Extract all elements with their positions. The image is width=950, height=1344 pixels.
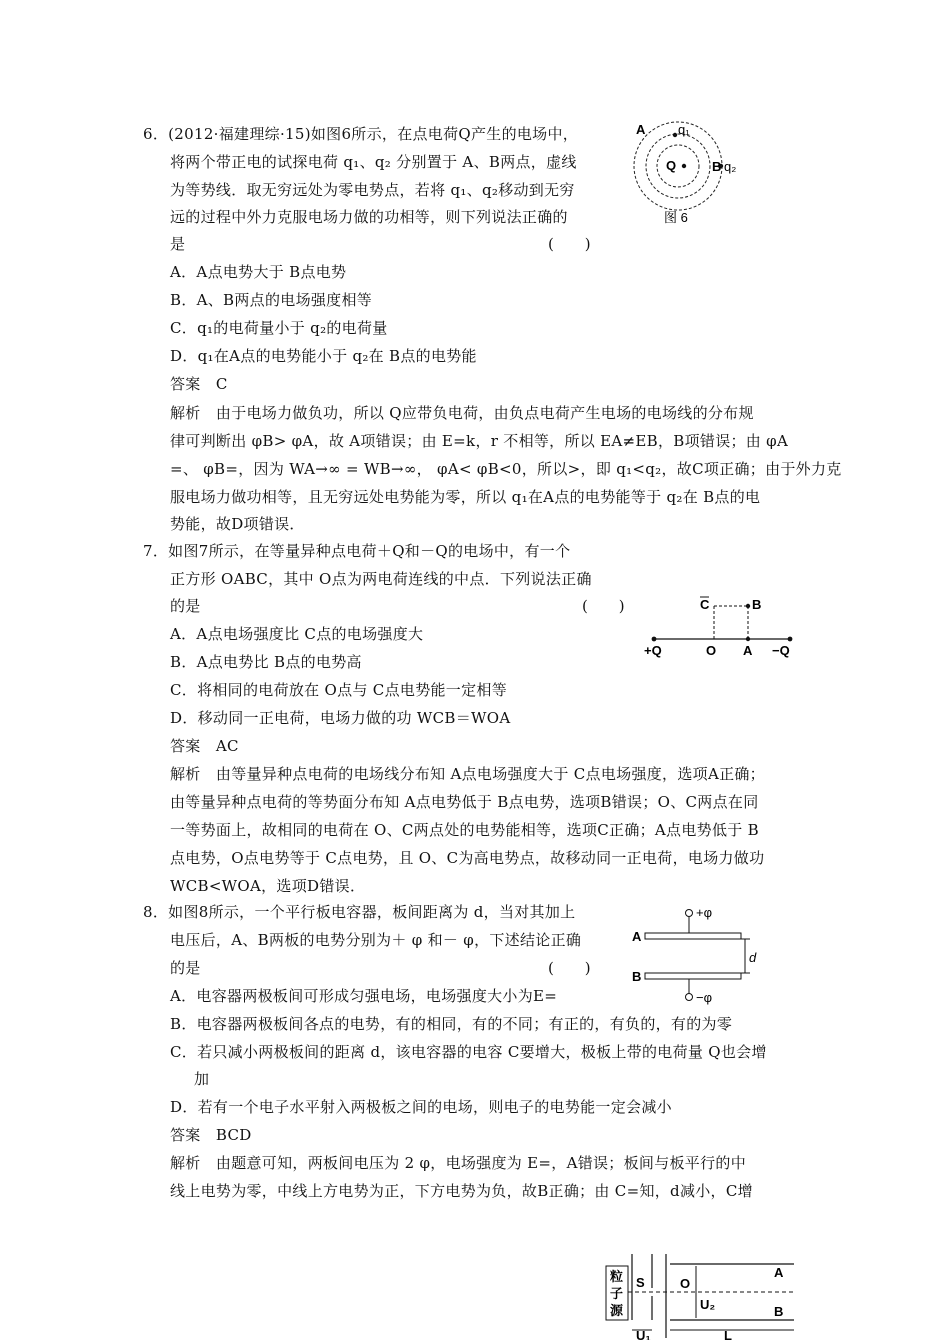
plate-a	[645, 933, 741, 939]
fig9-label-yuan: 源	[610, 1303, 624, 1318]
fig8-label-d: d	[749, 950, 757, 965]
q6-analysis-3: =、 φB=，因为 WA→∞ = WB→∞， φA< φB<0，所以>，即 q₁<q₂，故C项正确；由于外力克	[170, 460, 842, 478]
q7-line-3: 的是	[170, 597, 201, 615]
q7-option-b: B．A点电势比 B点的电势高	[170, 653, 362, 671]
fig6-label-qcharge: Q	[666, 158, 677, 173]
equipotential-middle	[646, 134, 710, 198]
fig8-label-minus-phi: −φ	[696, 990, 713, 1005]
q7-line-1: 7．如图7所示，在等量异种点电荷＋Q和－Q的电场中，有一个	[143, 542, 571, 560]
bottom-terminal	[686, 994, 693, 1001]
q8-analysis-1: 解析 由题意可知，两板间电压为 2 φ，电场强度为 E=，A错误；板间与板平行的中	[170, 1154, 747, 1172]
q6-option-d: D．q₁在A点的电势能小于 q₂在 B点的电势能	[170, 347, 477, 365]
q6-option-a: A．A点电势大于 B点电势	[170, 263, 347, 281]
q7-analysis-5: WCB<WOA，选项D错误．	[170, 877, 366, 895]
q8-answer: 答案 BCD	[170, 1126, 252, 1144]
q7-line-2: 正方形 OABC，其中 O点为两电荷连线的中点．下列说法正确	[170, 570, 592, 588]
q6-option-c: C．q₁的电荷量小于 q₂的电荷量	[170, 319, 388, 337]
fig7-label-plus-q: +Q	[644, 643, 662, 658]
q7-option-d: D．移动同一正电荷，电场力做的功 WCB＝WOA	[170, 709, 511, 727]
top-terminal	[686, 910, 693, 917]
q6-analysis-1: 解析 由于电场力做负功，所以 Q应带负电荷，由负点电荷产生电场的电场线的分布规	[170, 404, 754, 422]
fig9-label-li: 粒	[610, 1269, 624, 1284]
equipotential-inner	[657, 145, 699, 187]
q8-option-b: B．电容器两极板间各点的电势，有的相同，有的不同；有正的，有负的，有的为零	[170, 1015, 733, 1033]
q8-line-2: 电压后，A、B两板的电势分别为＋ φ 和－ φ，下述结论正确	[170, 931, 582, 949]
q6-paren: ( )	[548, 235, 591, 253]
fig6-caption: 图 6	[664, 210, 688, 225]
q6-line-1: 6．(2012·福建理综·15)如图6所示，在点电荷Q产生的电场中，	[143, 125, 579, 143]
fig6-label-q1: q₁	[678, 122, 690, 137]
figure-7	[640, 592, 800, 658]
fig8-label-a: A	[632, 929, 642, 944]
figure-8	[628, 902, 768, 1008]
fig7-label-c: C	[700, 597, 710, 612]
q7-answer: 答案 AC	[170, 737, 239, 755]
point-a-dot	[746, 637, 750, 641]
fig9-label-l: L	[724, 1328, 732, 1340]
q6-option-b: B．A、B两点的电场强度相等	[170, 291, 373, 309]
q7-option-c: C．将相同的电荷放在 O点与 C点电势能一定相等	[170, 681, 507, 699]
fig7-label-a: A	[743, 643, 753, 658]
fig7-label-minus-q: −Q	[772, 643, 790, 658]
q7-option-a: A．A点电场强度比 C点的电场强度大	[170, 625, 424, 643]
q6-analysis-2: 律可判断出 φB> φA，故 A项错误；由 E=k，r 不相等，所以 EA≠EB，B项错误；由 φA	[170, 432, 789, 450]
fig8-label-b: B	[632, 969, 642, 984]
figure-6	[626, 118, 746, 228]
fig9-label-s: S	[636, 1275, 645, 1290]
q8-paren: ( )	[548, 959, 591, 977]
q7-analysis-2: 由等量异种点电荷的等势面分布知 A点电势低于 B点电势，选项B错误；O、C两点在同	[170, 793, 759, 811]
q8-analysis-2: 线上电势为零，中线上方电势为正，下方电势为负，故B正确；由 C=知，d减小，C增	[170, 1182, 753, 1200]
fig9-label-u1: U₁	[636, 1328, 651, 1340]
q8-option-c-cont: 加	[194, 1070, 210, 1088]
q8-line-3: 的是	[170, 959, 201, 977]
fig8-label-plus-phi: +φ	[696, 905, 713, 920]
fig9-label-u2: U₂	[700, 1297, 716, 1312]
q7-analysis-4: 点电势，O点电势等于 C点电势，且 O、C为高电势点，故移动同一正电荷，电场力做功	[170, 849, 765, 867]
plus-q-dot	[652, 637, 657, 642]
fig9-label-zi: 子	[610, 1286, 624, 1301]
q6-analysis-4: 服电场力做功相等，且无穷远处电势能为零，所以 q₁在A点的电势能等于 q₂在 B点的电	[170, 488, 761, 506]
q8-line-1: 8．如图8所示，一个平行板电容器，板间距离为 d，当对其加上	[143, 903, 576, 921]
fig9-label-a: A	[774, 1265, 784, 1280]
fig6-label-a: A	[636, 122, 646, 137]
fig6-label-q2: q₂	[724, 159, 737, 174]
fig9-label-b: B	[774, 1304, 784, 1319]
fig7-label-b: B	[752, 597, 762, 612]
fig6-label-b: B	[712, 159, 722, 174]
fig9-label-o: O	[680, 1276, 691, 1291]
q8-option-a: A．电容器两极板间可形成匀强电场，电场强度大小为E=	[170, 987, 558, 1005]
q6-line-4: 远的过程中外力克服电场力做的功相等，则下列说法正确的	[170, 208, 568, 226]
plate-b	[645, 973, 741, 979]
point-b-dot	[746, 604, 750, 608]
q7-analysis-3: 一等势面上，故相同的电荷在 O、C两点处的电势能相等，选项C正确；A点电势低于 B	[170, 821, 759, 839]
q6-answer: 答案 C	[170, 375, 228, 393]
q6-line-3: 为等势线．取无穷远处为零电势点，若将 q₁、q₂移动到无穷	[170, 181, 575, 199]
q6-analysis-5: 势能，故D项错误．	[170, 515, 305, 533]
q6-line-2: 将两个带正电的试探电荷 q₁、q₂ 分别置于 A、B两点，虚线	[170, 153, 577, 171]
q7-analysis-1: 解析 由等量异种点电荷的电场线分布知 A点电场强度大于 C点电场强度，选项A正确；	[170, 765, 765, 783]
q6-line-5: 是	[170, 235, 186, 253]
charge-q-dot	[682, 164, 686, 168]
fig7-label-o: O	[706, 643, 717, 658]
point-a-dot	[673, 133, 677, 137]
q7-paren: ( )	[582, 597, 625, 615]
q8-option-d: D．若有一个电子水平射入两极板之间的电场，则电子的电势能一定会减小	[170, 1098, 672, 1116]
minus-q-dot	[788, 637, 793, 642]
q8-option-c: C．若只减小两极板间的距离 d，该电容器的电容 C要增大，极板上带的电荷量 Q也会增	[170, 1043, 767, 1061]
figure-9	[604, 1250, 798, 1340]
